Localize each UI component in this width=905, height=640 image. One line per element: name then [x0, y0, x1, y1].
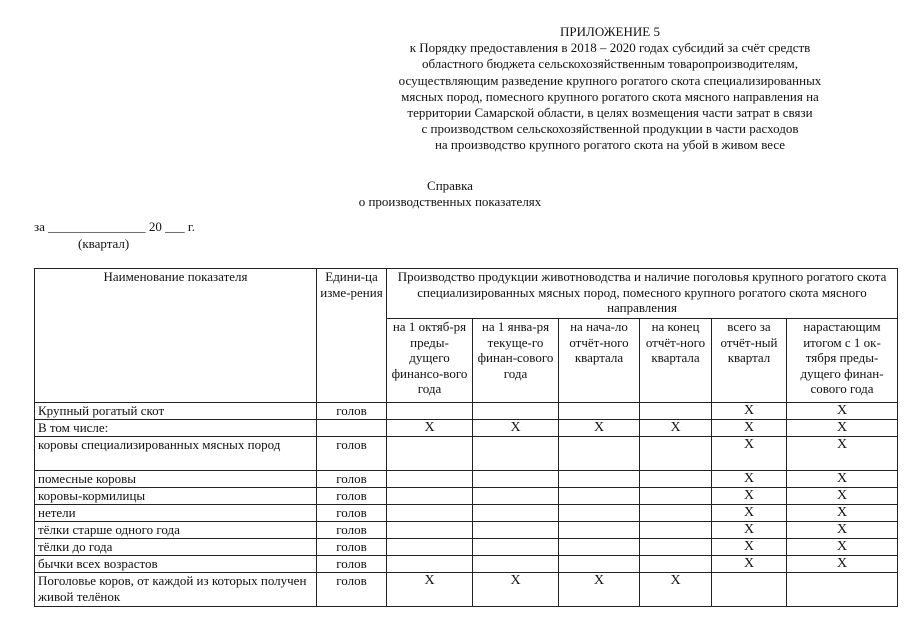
row-unit: голов [317, 471, 387, 488]
table-cell [640, 403, 712, 420]
table-cell [387, 403, 473, 420]
table-cell: X [787, 539, 898, 556]
table-row [35, 403, 898, 420]
table-cell: X [559, 573, 640, 607]
table-cell: X [787, 420, 898, 437]
appendix-line: осуществляющим разведение крупного рогатого скота специализированных [398, 72, 822, 88]
row-name: Поголовье коров, от каждой из которых получен живой телёнок [35, 573, 317, 607]
table-cell [387, 471, 473, 488]
table-cell [387, 505, 473, 522]
table-cell [387, 437, 473, 471]
table-cell [640, 437, 712, 471]
row-name: Крупный рогатый скот [35, 403, 317, 420]
row-unit: голов [317, 403, 387, 420]
table-cell: X [712, 522, 787, 539]
appendix-line: областного бюджета сельскохозяйственным товаропроизводителям, [421, 56, 799, 72]
table-row [35, 488, 898, 505]
table-cell [559, 556, 640, 573]
header-unit: Едини-ца изме-рения [317, 269, 387, 403]
table-cell: X [787, 403, 898, 420]
table-cell [640, 505, 712, 522]
table-cell [640, 522, 712, 539]
table-cell [559, 403, 640, 420]
table-row [35, 573, 898, 607]
table-cell [640, 539, 712, 556]
row-unit [317, 420, 387, 437]
row-unit: голов [317, 505, 387, 522]
appendix-line: территории Самарской области, в целях возмещения части затрат в связи [407, 105, 813, 121]
row-name: коровы-кормилицы [35, 488, 317, 505]
table-row [35, 437, 898, 471]
table-row [35, 556, 898, 573]
table-row [35, 471, 898, 488]
table-row [35, 420, 898, 437]
row-unit: голов [317, 522, 387, 539]
period-line: за _______________ 20 ___ г. [34, 219, 196, 234]
row-unit: голов [317, 556, 387, 573]
table-cell [787, 573, 898, 607]
table-cell [473, 522, 559, 539]
appendix-line: мясных пород, помесного крупного рогатого скота мясного направления на [401, 88, 819, 104]
header-col: на 1 октяб-ря преды-дущего финансо-вого года [387, 319, 473, 403]
table-cell: X [787, 471, 898, 488]
table-row [35, 522, 898, 539]
table-cell [473, 505, 559, 522]
table-cell: X [787, 556, 898, 573]
appendix-line: с производством сельскохозяйственной продукции в части расходов [421, 121, 799, 137]
table-row [35, 505, 898, 522]
table-cell: X [387, 420, 473, 437]
table-cell: X [712, 403, 787, 420]
header-col: на нача-ло отчёт-ного квартала [559, 319, 640, 403]
table-cell: X [712, 488, 787, 505]
table-cell [559, 437, 640, 471]
table-cell [387, 522, 473, 539]
table-cell: X [712, 471, 787, 488]
table-cell: X [387, 573, 473, 607]
header-name: Наименование показателя [35, 269, 317, 403]
table-cell: X [640, 573, 712, 607]
table-cell [473, 488, 559, 505]
table-cell: X [473, 573, 559, 607]
row-name: бычки всех возрастов [35, 556, 317, 573]
row-name: нетели [35, 505, 317, 522]
header-col: на конец отчёт-ного квартала [640, 319, 712, 403]
title-line-1: Справка [427, 178, 473, 193]
table-cell [559, 471, 640, 488]
row-unit: голов [317, 488, 387, 505]
header-col: нарастающим итогом с 1 ок-тября преды-дущего финан-сового года [787, 319, 898, 403]
table-cell [712, 573, 787, 607]
table-cell: X [640, 420, 712, 437]
table-cell [473, 471, 559, 488]
table-cell: X [787, 488, 898, 505]
table-cell [473, 437, 559, 471]
header-group: Производство продукции животноводства и наличие поголовья крупного рогатого скота специализированных мясных пород, помесного крупного рогатого скота мясного направления [387, 269, 898, 319]
appendix-line: к Порядку предоставления в 2018 – 2020 годах субсидий за счёт средств [409, 40, 811, 56]
table-cell: X [473, 420, 559, 437]
row-unit: голов [317, 573, 387, 607]
row-name: тёлки до года [35, 539, 317, 556]
table-cell [473, 539, 559, 556]
row-unit: голов [317, 437, 387, 471]
row-name: тёлки старше одного года [35, 522, 317, 539]
table-cell: X [712, 556, 787, 573]
table-body [35, 403, 898, 607]
table-cell [387, 556, 473, 573]
table-cell: X [712, 437, 787, 471]
table-cell [387, 539, 473, 556]
document-title [220, 178, 680, 210]
table-cell: X [712, 505, 787, 522]
header-col: всего за отчёт-ный квартал [712, 319, 787, 403]
table-cell: X [787, 505, 898, 522]
row-name: помесные коровы [35, 471, 317, 488]
table-cell [473, 403, 559, 420]
table-cell [640, 471, 712, 488]
table-cell [559, 539, 640, 556]
row-name: коровы специализированных мясных пород [35, 437, 317, 471]
table-cell: X [787, 437, 898, 471]
table-cell [559, 505, 640, 522]
indicators-table [34, 268, 898, 607]
table-cell: X [712, 539, 787, 556]
header-col: на 1 янва-ря текуще-го финан-сового года [473, 319, 559, 403]
table-cell [387, 488, 473, 505]
title-line-2: о производственных показателях [358, 194, 542, 209]
row-unit: голов [317, 539, 387, 556]
table-cell: X [712, 420, 787, 437]
period-note: (квартал) [78, 236, 130, 251]
appendix-header [360, 24, 860, 154]
row-name: В том числе: [35, 420, 317, 437]
table-cell [640, 556, 712, 573]
table-cell: X [559, 420, 640, 437]
table-cell [559, 522, 640, 539]
table-cell: X [787, 522, 898, 539]
table-row [35, 539, 898, 556]
table-cell [640, 488, 712, 505]
appendix-line: на производство крупного рогатого скота на убой в живом весе [434, 137, 786, 153]
table-cell [473, 556, 559, 573]
appendix-title: ПРИЛОЖЕНИЕ 5 [560, 24, 660, 39]
table-cell [559, 488, 640, 505]
